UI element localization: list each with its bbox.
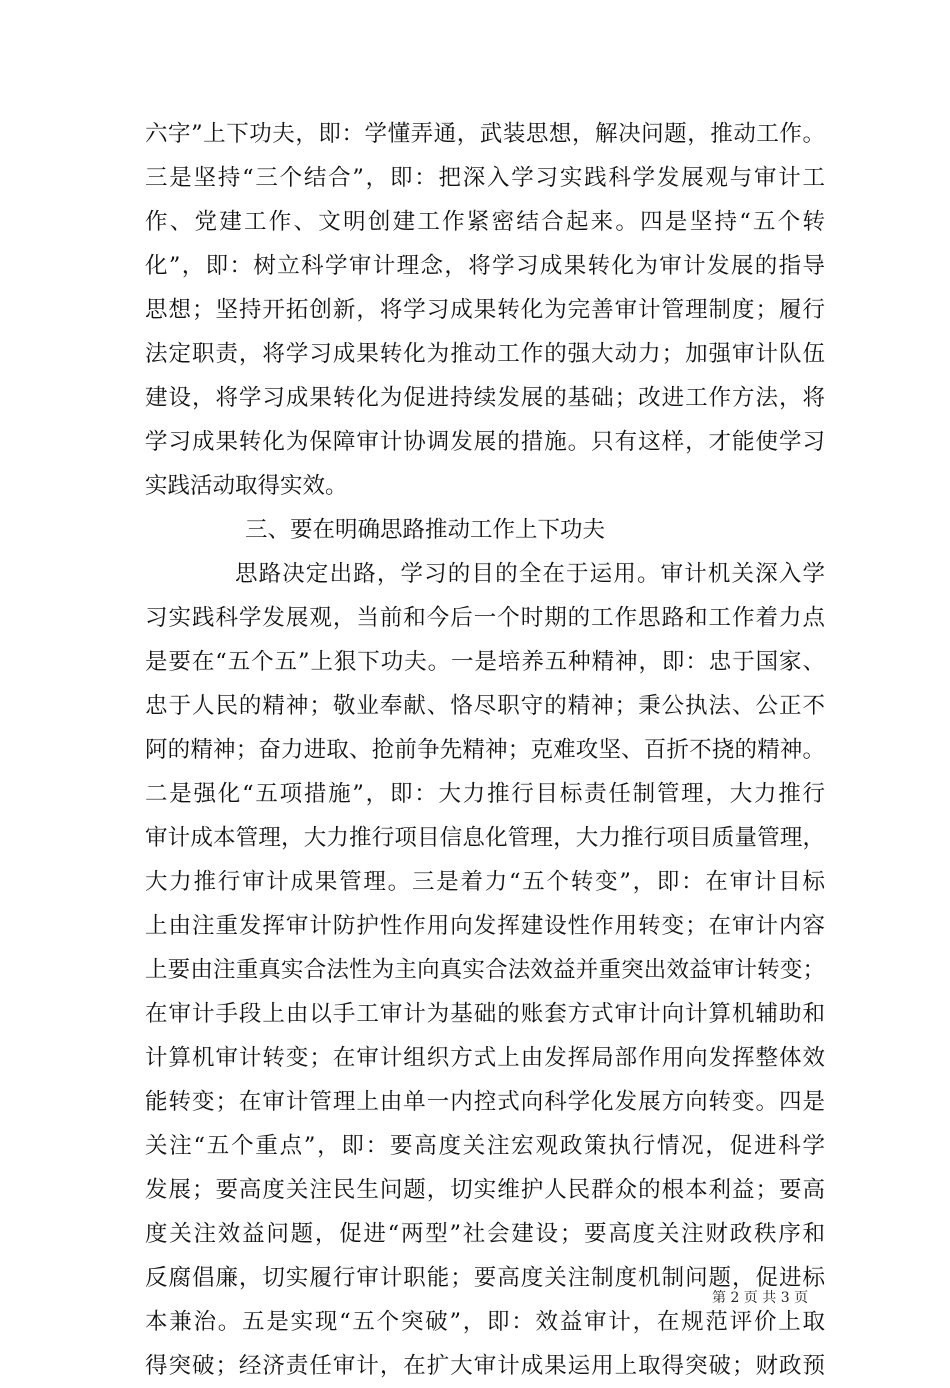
text-line: 能转变；在审计管理上由单一内控式向科学化发展方向转变。四是 [145, 1089, 825, 1115]
text-line: 是要在“五个五”上狠下功夫。一是培养五种精神，即：忠于国家、 [145, 649, 825, 675]
text-line: 三是坚持“三个结合”，即：把深入学习实践科学发展观与审计工 [145, 165, 825, 191]
text-line: 实践活动取得实效。 [145, 473, 348, 499]
text-line: 上由注重发挥审计防护性作用向发挥建设性作用转变；在审计内容 [145, 913, 825, 939]
text-line: 化”，即：树立科学审计理念，将学习成果转化为审计发展的指导 [145, 253, 825, 279]
text-line: 计算机审计转变；在审计组织方式上由发挥局部作用向发挥整体效 [145, 1045, 825, 1071]
text-line: 法定职责，将学习成果转化为推动工作的强大动力；加强审计队伍 [145, 341, 825, 367]
text-line: 习实践科学发展观，当前和今后一个时期的工作思路和工作着力点 [145, 605, 825, 631]
text-line: 建设，将学习成果转化为促进持续发展的基础；改进工作方法，将 [145, 385, 825, 411]
paragraph-first-line: 思路决定出路，学习的目的全在于运用。审计机关深入学 [235, 561, 825, 587]
text-line: 忠于人民的精神；敬业奉献、恪尽职守的精神；秉公执法、公正不 [145, 693, 825, 719]
text-line: 本兼治。五是实现“五个突破”，即：效益审计，在规范评价上取 [145, 1309, 825, 1335]
text-line: 度关注效益问题，促进“两型”社会建设；要高度关注财政秩序和 [145, 1221, 825, 1247]
text-line: 思想；坚持开拓创新，将学习成果转化为完善审计管理制度；履行 [145, 297, 825, 323]
text-line: 二是强化“五项措施”，即：大力推行目标责任制管理，大力推行 [145, 781, 825, 807]
text-line: 关注“五个重点”，即：要高度关注宏观政策执行情况，促进科学 [145, 1133, 825, 1159]
text-line: 发展；要高度关注民生问题，切实维护人民群众的根本利益；要高 [145, 1177, 825, 1203]
page-number-footer: 第 2 页 共 3 页 [712, 1290, 809, 1306]
text-line: 上要由注重真实合法性为主向真实合法效益并重突出效益审计转变； [145, 957, 825, 983]
text-line: 作、党建工作、文明创建工作紧密结合起来。四是坚持“五个转 [145, 209, 825, 235]
text-line: 学习成果转化为保障审计协调发展的措施。只有这样，才能使学习 [145, 429, 825, 455]
text-line: 阿的精神；奋力进取、抢前争先精神；克难攻坚、百折不挠的精神。 [145, 737, 825, 763]
text-line: 大力推行审计成果管理。三是着力“五个转变”，即：在审计目标 [145, 869, 825, 895]
text-line: 审计成本管理，大力推行项目信息化管理，大力推行项目质量管理， [145, 825, 825, 851]
text-line: 在审计手段上由以手工审计为基础的账套方式审计向计算机辅助和 [145, 1001, 825, 1027]
text-line: 反腐倡廉，切实履行审计职能；要高度关注制度机制问题，促进标 [145, 1265, 825, 1291]
document-body [145, 112, 825, 1388]
text-line: 得突破；经济责任审计，在扩大审计成果运用上取得突破；财政预 [145, 1353, 825, 1379]
text-line: 六字”上下功夫，即：学懂弄通，武装思想，解决问题，推动工作。 [145, 121, 825, 147]
section-heading: 三、要在明确思路推动工作上下功夫 [245, 517, 606, 543]
